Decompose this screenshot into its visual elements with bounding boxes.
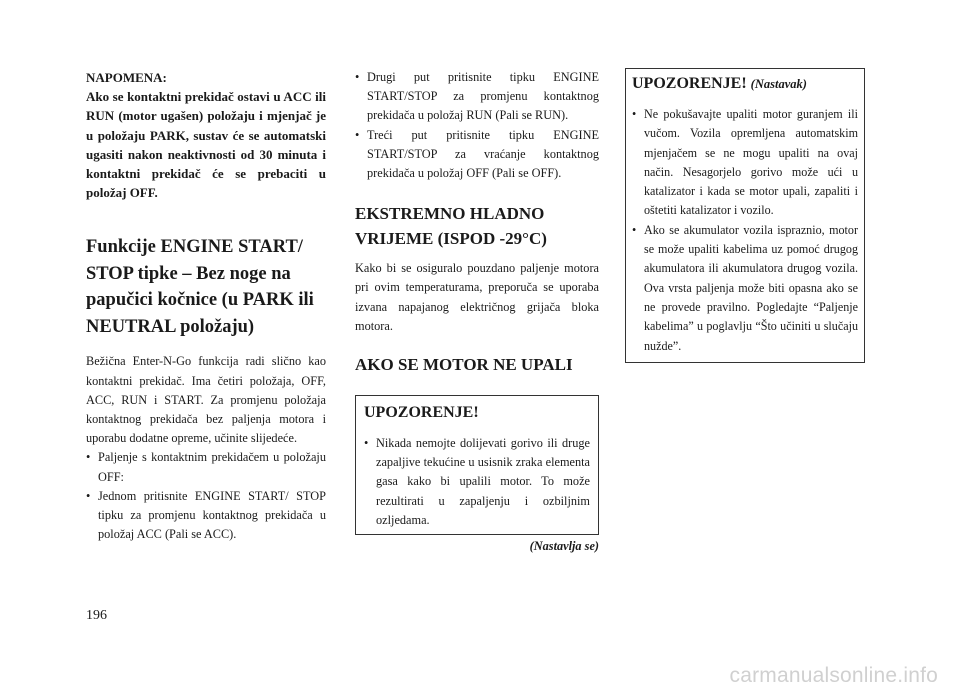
column-left	[86, 68, 326, 544]
warning-title: UPOZORENJE!	[364, 404, 479, 422]
list-item-text: Paljenje s kontaktnim prekidačem u položaju OFF:	[98, 450, 326, 484]
bullet-mark: •	[364, 436, 369, 451]
body-paragraph-enter-n-go: Bežična Enter-N-Go funkcija radi slično kao kontaktni prekidač. Ima četiri položaja, OFF, ACC, RUN i START. Za promjenu položaja kontaktnog prekidača bez paljenja motora i uporabu dodatne opreme, učinite slijedeće.	[86, 354, 326, 446]
section-heading-engine-start-stop: Funkcije ENGINE START/ STOP tipke – Bez noge na papučici kočnice (u PARK ili NEUTRAL položaju)	[86, 237, 314, 337]
bullet-mark: •	[355, 127, 360, 142]
bullet-mark: •	[632, 222, 637, 237]
bullet-mark: •	[86, 488, 91, 503]
warning-title-suffix: (Nastavak)	[750, 77, 807, 91]
section-heading-extreme-cold: EKSTREMNO HLADNO VRIJEME (ISPOD -29°C)	[355, 204, 547, 249]
warning-box	[355, 395, 599, 535]
list-item	[86, 448, 326, 486]
list-item-text: Ako se akumulator vozila ispraznio, motor se može upaliti kabelima uz pomoć drugog akumulatora ili akumulatora drugog vozila. Ova vrsta paljenja može biti opasna ako se ne provede pravilno. Pogledajte “Paljenje kabelima” u poglavlju “Što učiniti u slučaju nužde”.	[644, 222, 858, 353]
bullet-list-col1	[86, 448, 326, 544]
list-item-text: Ne pokušavajte upaliti motor guranjem ili vučom. Vozila opremljena automatskim mjenjačem se ne mogu upaliti na ovaj način. Nesagorjelo gorivo može ući u katalizator i kada se motor upali, zapaliti i oštetiti katalizator i vozilo.	[644, 107, 858, 218]
list-item	[355, 126, 599, 184]
note-block	[86, 68, 326, 202]
list-item	[86, 487, 326, 545]
note-text: Ako se kontaktni prekidač ostavi u ACC ili RUN (motor ugašen) položaju i mjenjač je u položaju PARK, sustav će se automatski ugasiti nakon neaktivnosti od 30 minuta i kontaktni prekidač će se prebaciti u položaj OFF.	[86, 89, 326, 201]
bullet-list-col2	[355, 68, 599, 183]
bullet-mark: •	[632, 107, 637, 121]
column-right	[625, 68, 865, 363]
section-heading-engine-fails: AKO SE MOTOR NE UPALI	[355, 355, 573, 375]
bullet-mark: •	[86, 450, 91, 465]
list-item-text: Drugi put pritisnite tipku ENGINE START/STOP za promjenu kontaktnog prekidača u položaj RUN (Pali se RUN).	[367, 70, 599, 123]
warning-title-text: UPOZORENJE!	[632, 75, 747, 92]
list-item	[355, 68, 599, 126]
column-middle	[355, 68, 599, 554]
bullet-mark: •	[355, 70, 360, 84]
warning-bullet-list	[364, 434, 590, 530]
list-item-text: Treći put pritisnite tipku ENGINE START/STOP za vraćanje kontaktnog prekidača u položaj OFF (Pali se OFF).	[367, 127, 599, 181]
warning-box-continued	[625, 68, 865, 363]
body-paragraph-block-heater: Kako bi se osiguralo pouzdano paljenje motora pri ovim temperaturama, preporuča se uporaba izvana napajanog električnog grijača bloka motora.	[355, 261, 599, 333]
list-item	[632, 105, 858, 221]
note-label: NAPOMENA:	[86, 70, 167, 85]
list-item-text: Jednom pritisnite ENGINE START/ STOP tipku za promjenu kontaktnog prekidača u položaj ACC (Pali se ACC).	[98, 488, 326, 542]
list-item-text: Nikada nemojte dolijevati gorivo ili druge zapaljive tekućine u usisnik zraka elementa gasa kako bi upalili motor. To može rezultirati u zapaljenju i ozbiljnim ozljedama.	[376, 436, 590, 527]
continues-note: (Nastavlja se)	[529, 539, 599, 554]
list-item	[364, 434, 590, 530]
warning-title	[632, 73, 858, 95]
page-number: 196	[86, 608, 107, 623]
warning-bullet-list	[632, 105, 858, 356]
list-item	[632, 221, 858, 356]
watermark: carmanualsonline.info	[729, 664, 938, 687]
